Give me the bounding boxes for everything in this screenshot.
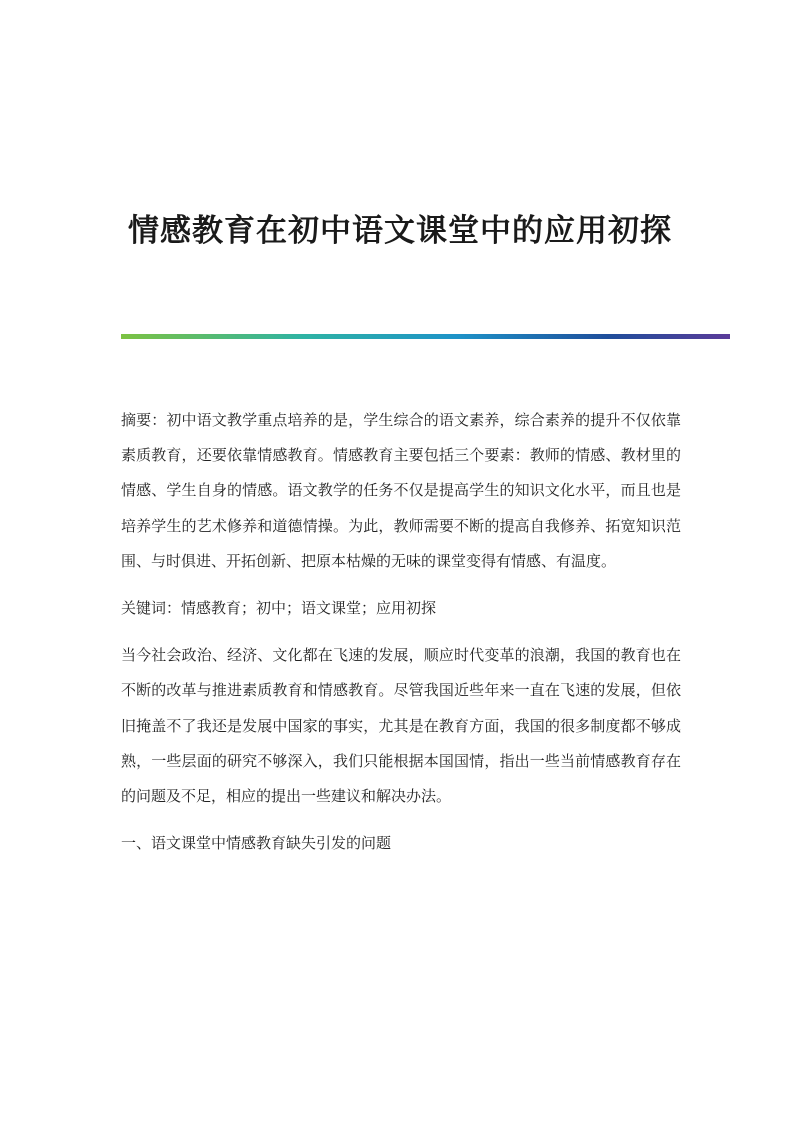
section-heading: 一、语文课堂中情感教育缺失引发的问题 <box>121 834 392 853</box>
page-title: 情感教育在初中语文课堂中的应用初探 <box>128 212 672 249</box>
keywords-paragraph: 关键词：情感教育；初中；语文课堂；应用初探 <box>121 599 437 618</box>
title-divider <box>121 334 730 339</box>
intro-paragraph: 当今社会政治、经济、文化都在飞速的发展，顺应时代变革的浪潮，我国的教育也在不断的改革与推进素质教育和情感教育。尽管我国近些年来一直在飞速的发展，但依旧掩盖不了我还是发展中国家的事实，尤其是在教育方面，我国的很多制度都不够成熟，一些层面的研究不够深入，我们只能根据本国国情，指出一些当前情感教育存在的问题及不足，相应的提出一些建议和解决办法。 <box>121 646 681 806</box>
abstract-paragraph: 摘要：初中语文教学重点培养的是，学生综合的语文素养，综合素养的提升不仅依靠素质教育，还要依靠情感教育。情感教育主要包括三个要素：教师的情感、教材里的情感、学生自身的情感。语文教学的任务不仅是提高学生的知识文化水平，而且也是培养学生的艺术修养和道德情操。为此，教师需要不断的提高自我修养、拓宽知识范围、与时俱进、开拓创新、把原本枯燥的无味的课堂变得有情感、有温度。 <box>121 411 681 570</box>
document-body <box>121 403 681 861</box>
